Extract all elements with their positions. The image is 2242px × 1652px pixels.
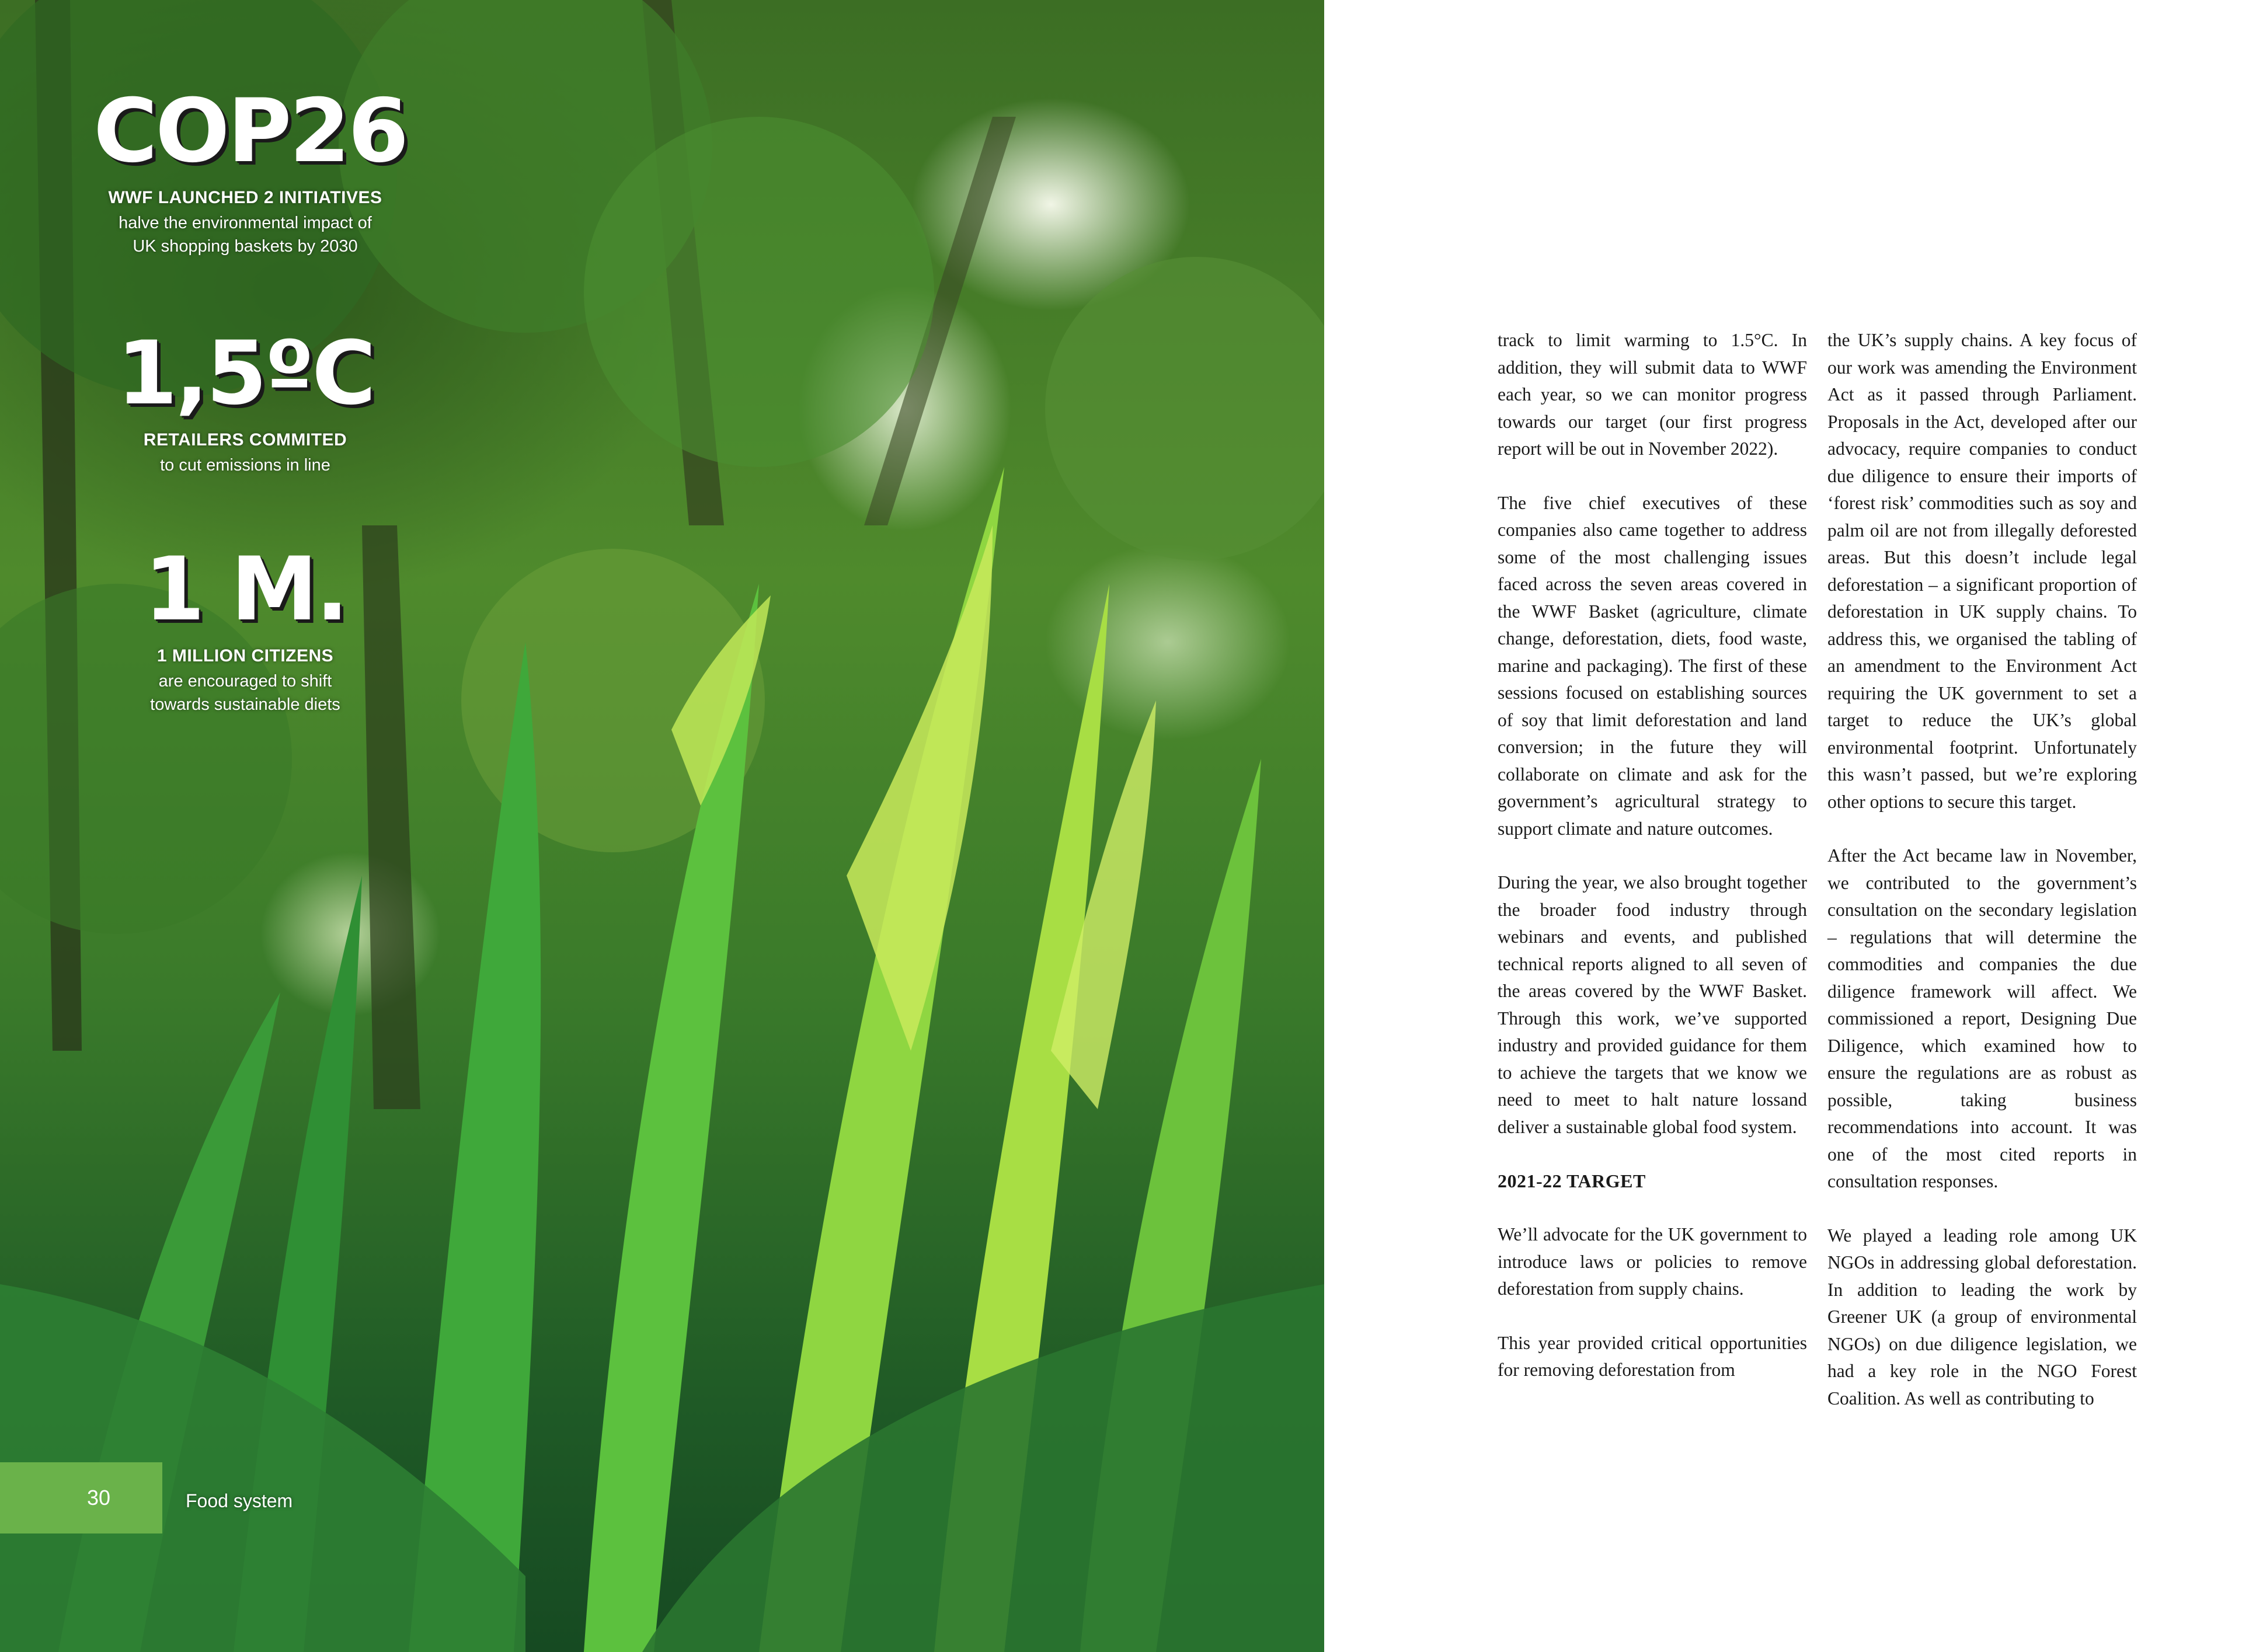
stat-description-line: towards sustainable diets xyxy=(150,695,340,714)
stat-value: 1 M. xyxy=(144,539,347,640)
stat-description xyxy=(93,454,397,477)
stat-label: 1 MILLION CITIZENS xyxy=(156,646,334,665)
stat-description xyxy=(93,670,397,716)
stat-value: 1,5ºC xyxy=(116,323,374,424)
paragraph: track to limit warming to 1.5°C. In addition, they will submit data to WWF each year, so we can monitor progress towards our target (our first progress report will be out in November 2022). xyxy=(1498,330,1807,459)
stat-description-line: UK shopping baskets by 2030 xyxy=(133,237,358,256)
stat-description-line: halve the environmental impact of xyxy=(119,214,372,232)
stat-citizens xyxy=(93,539,397,716)
paragraph: We’ll advocate for the UK government to introduce laws or policies to remove deforestation from supply chains. xyxy=(1498,1224,1807,1299)
paragraph: This year provided critical opportunities for removing deforestation from xyxy=(1498,1332,1807,1380)
page-number: 30 xyxy=(0,1462,162,1533)
stat-cop26 xyxy=(93,81,407,258)
paragraph: We played a leading role among UK NGOs in addressing global deforestation. In addition to leading the work by Greener UK (a group of environmental NGOs) on due diligence legislation, we had a key role in the NGO Forest Coalition. As well as contributing to xyxy=(1827,1225,2137,1409)
text-column-left xyxy=(1498,327,1807,1411)
text-column-right xyxy=(1827,327,2137,1439)
stat-description-line: to cut emissions in line xyxy=(160,456,330,475)
stat-description-line: are encouraged to shift xyxy=(158,672,332,691)
paragraph: After the Act became law in November, we contributed to the government’s consultation on the secondary legislation – regulations that will determine the commodities and companies the due diligence framework will affect. We commissioned a report, Designing Due Diligence, which examined how to ensure the regulations are as robust as possible, taking business recommendations into account. It was one of the most cited reports in consultation responses. xyxy=(1827,845,2137,1191)
stat-temperature xyxy=(93,323,397,477)
stat-label: RETAILERS COMMITED xyxy=(143,430,347,449)
stat-description xyxy=(93,211,397,258)
paragraph: the UK’s supply chains. A key focus of our work was amending the Environment Act as it passed through Parliament. Proposals in the Act, developed after our advocacy, require companies to conduct due diligence to ensure their imports of ‘forest risk’ commodities such as soy and palm oil are not from illegally deforested areas. But this doesn’t include legal deforestation – a significant proportion of deforestation in UK supply chains. To address this, we organised the tabling of an amendment to the Environment Act requiring the UK government to set a target to reduce the UK’s global environmental footprint. Unfortunately this wasn’t passed, but we’re exploring other options to secure this target. xyxy=(1827,330,2137,812)
stat-label: WWF LAUNCHED 2 INITIATIVES xyxy=(108,188,382,207)
stat-value: COP26 xyxy=(93,81,407,182)
section-heading: 2021-22 TARGET xyxy=(1498,1170,1646,1191)
section-name: Food system xyxy=(186,1490,293,1511)
paragraph: The five chief executives of these companies also came together to address some of the most challenging issues faced across the seven areas covered in the WWF Basket (agriculture, climate change, deforestation, diets, food waste, marine and packaging). The first of these sessions focused on establishing sources of soy that limit deforestation and land conversion; in the future they will collaborate on climate and ask for the government’s agricultural strategy to support climate and nature outcomes. xyxy=(1498,492,1807,839)
paragraph: During the year, we also brought together the broader food industry through webinars and events, and published technical reports aligned to all seven of the areas covered by the WWF Basket. Through this work, we’ve supported industry and provided guidance for them to achieve the targets that we know we need to meet to halt nature lossand deliver a sustainable global food system. xyxy=(1498,872,1807,1137)
